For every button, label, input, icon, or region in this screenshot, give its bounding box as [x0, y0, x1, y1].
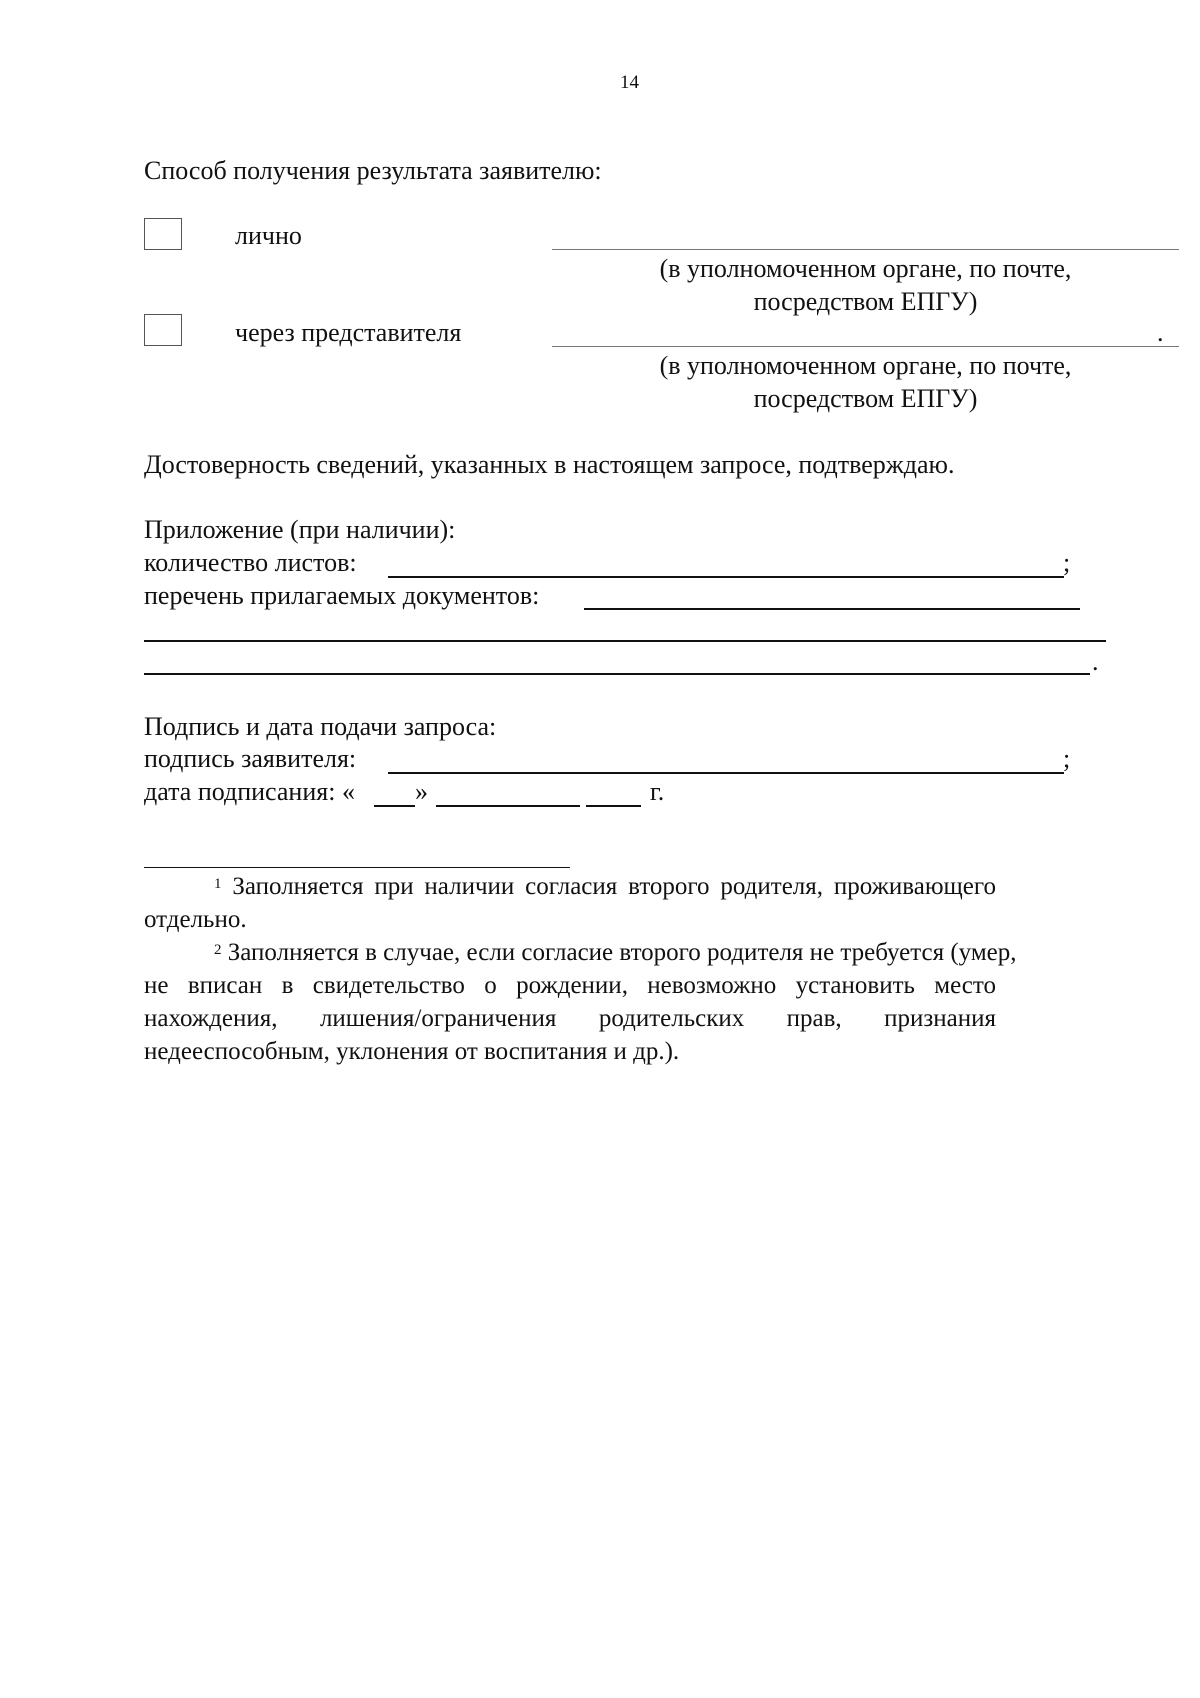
footnote-separator — [144, 867, 570, 868]
footnote-2-line-4 — [144, 1035, 996, 1068]
in-person-hint — [552, 252, 1179, 318]
signature-end-mark: ; — [1063, 744, 1071, 773]
option-in-person-label: лично — [235, 221, 302, 250]
sheets-count-field[interactable] — [388, 576, 1064, 578]
docs-label: перечень прилагаемых документов: — [144, 581, 540, 610]
footnote-text: нахождения, лишения/ограничения родительских прав, признания — [144, 1005, 996, 1032]
confirmation-text: Достоверность сведений, указанных в настоящем запросе, подтверждаю. — [144, 450, 955, 479]
checkbox-representative[interactable] — [144, 314, 182, 346]
footnote-text: Заполняется в случае, если согласие второго родителя не требуется (умер, — [227, 939, 1017, 966]
footnote-text: отдельно. — [144, 906, 247, 933]
docs-list-field[interactable] — [584, 608, 1080, 610]
date-month-field[interactable] — [436, 805, 580, 807]
year-suffix: г. — [650, 777, 665, 806]
docs-list-field-line-3[interactable] — [144, 673, 1090, 675]
attachment-heading: Приложение (при наличии): — [144, 515, 456, 544]
option-representative-label: через представителя — [235, 318, 462, 347]
footnote-2-mark: 2 — [214, 942, 222, 958]
docs-list-field-line-2[interactable] — [144, 640, 1106, 642]
date-year-field[interactable] — [586, 805, 641, 807]
representative-method-line[interactable] — [552, 346, 1179, 347]
hint-line: (в уполномоченном органе, по почте, — [659, 254, 1072, 283]
sheets-label: количество листов: — [144, 548, 357, 577]
footnote-text: не вписан в свидетельство о рождении, невозможно установить место — [144, 972, 996, 999]
signing-date-label: дата подписания: « — [144, 777, 355, 806]
footnote-1-line-1 — [144, 870, 996, 903]
sheets-end-mark: ; — [1063, 548, 1071, 577]
footnote-1-line-2 — [144, 903, 996, 936]
applicant-signature-label: подпись заявителя: — [144, 744, 357, 773]
footnote-2-line-2 — [144, 969, 996, 1002]
signature-heading: Подпись и дата подачи запроса: — [144, 712, 497, 741]
footnote-1-mark: 1 — [214, 876, 222, 892]
representative-hint — [552, 349, 1179, 415]
docs-end-mark: . — [1092, 647, 1099, 676]
hint-line: посредством ЕПГУ) — [753, 287, 978, 316]
date-day-field[interactable] — [374, 805, 415, 807]
page-number: 14 — [620, 72, 639, 93]
footnote-text: Заполняется при наличии согласия второго родителя, проживающего — [232, 873, 996, 900]
in-person-method-line[interactable] — [552, 249, 1179, 250]
delivery-heading: Способ получения результата заявителю: — [144, 156, 602, 185]
footnote-2-line-1 — [144, 936, 1017, 969]
footnote-2-line-3 — [144, 1002, 996, 1035]
hint-line: посредством ЕПГУ) — [753, 384, 978, 413]
hint-line: (в уполномоченном органе, по почте, — [659, 351, 1072, 380]
footnote-text: недееспособным, уклонения от воспитания и др.). — [144, 1038, 680, 1065]
date-quote-close: » — [415, 777, 428, 806]
line-end-mark: . — [1157, 318, 1164, 347]
checkbox-in-person[interactable] — [144, 218, 182, 250]
applicant-signature-field[interactable] — [388, 772, 1064, 774]
